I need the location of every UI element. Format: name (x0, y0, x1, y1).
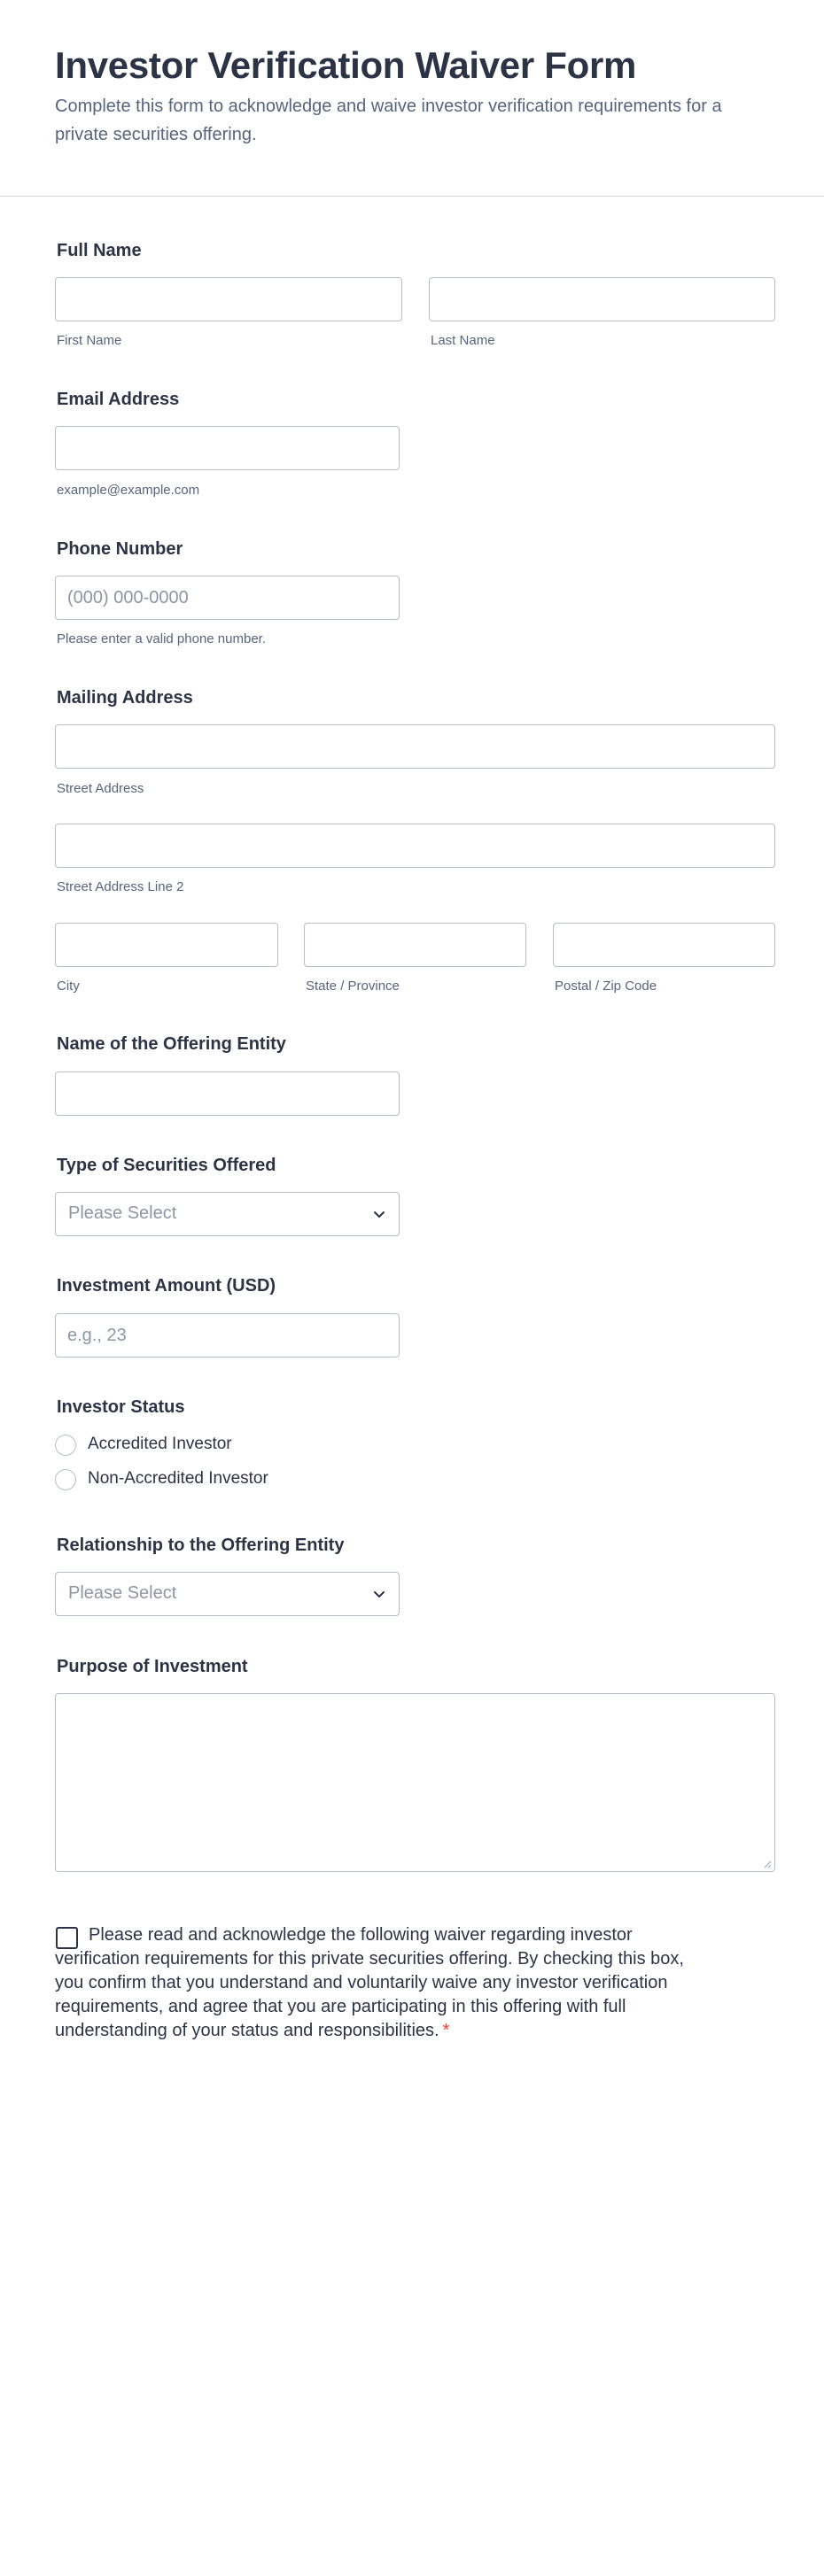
zip-input[interactable] (553, 923, 775, 967)
waiver-text: Please read and acknowledge the following waiver regarding investor verification requirements for this private securities offering. By checking this box, you confirm that you understand and voluntarily waive any investor verification requirements, and agree that you are participating in this offering with full understanding of your status and responsibilities. (55, 1925, 684, 2040)
form-header (0, 0, 824, 197)
zip-sublabel: Postal / Zip Code (555, 979, 657, 994)
street-address-sublabel: Street Address (57, 781, 144, 796)
securities-type-selected: Please Select (68, 1203, 177, 1223)
radio-circle[interactable] (55, 1435, 76, 1456)
investment-amount-label: Investment Amount (USD) (57, 1276, 276, 1296)
chevron-down-icon (370, 1585, 388, 1603)
phone-label: Phone Number (57, 539, 183, 559)
form-title: Investor Verification Waiver Form (55, 44, 637, 86)
form-subtitle: Complete this form to acknowledge and waive investor verification requirements for a private securities offering. (55, 97, 722, 144)
phone-sublabel: Please enter a valid phone number. (57, 631, 266, 646)
investor-status-label: Investor Status (57, 1397, 185, 1417)
mailing-address-label: Mailing Address (57, 688, 193, 708)
radio-non-accredited-label: Non-Accredited Investor (88, 1469, 268, 1488)
waiver-statement (55, 1923, 702, 2043)
first-name-input[interactable] (55, 277, 402, 321)
full-name-label: Full Name (57, 241, 142, 260)
purpose-textarea[interactable] (55, 1693, 775, 1872)
last-name-sublabel: Last Name (431, 333, 495, 348)
chevron-down-icon (370, 1205, 388, 1223)
email-label: Email Address (57, 390, 180, 409)
email-sublabel: example@example.com (57, 483, 200, 498)
radio-accredited-label: Accredited Investor (88, 1435, 232, 1453)
purpose-label: Purpose of Investment (57, 1657, 248, 1676)
state-sublabel: State / Province (306, 979, 400, 994)
offering-entity-input[interactable] (55, 1071, 400, 1116)
first-name-sublabel: First Name (57, 333, 122, 348)
investment-amount-input[interactable] (55, 1313, 400, 1358)
street-address-line2-input[interactable] (55, 824, 775, 868)
relationship-label: Relationship to the Offering Entity (57, 1536, 345, 1555)
street-address-line2-sublabel: Street Address Line 2 (57, 879, 184, 894)
securities-type-label: Type of Securities Offered (57, 1156, 276, 1175)
securities-type-select[interactable] (55, 1192, 400, 1236)
state-input[interactable] (304, 923, 526, 967)
street-address-input[interactable] (55, 724, 775, 769)
last-name-input[interactable] (429, 277, 775, 321)
relationship-selected: Please Select (68, 1583, 177, 1603)
relationship-select[interactable] (55, 1572, 400, 1616)
email-input[interactable] (55, 426, 400, 470)
required-indicator: * (442, 2021, 450, 2040)
phone-input[interactable] (55, 576, 400, 620)
city-input[interactable] (55, 923, 278, 967)
radio-circle[interactable] (55, 1469, 76, 1490)
city-sublabel: City (57, 979, 80, 994)
offering-entity-label: Name of the Offering Entity (57, 1034, 286, 1054)
resize-grip-icon[interactable] (763, 1860, 772, 1868)
